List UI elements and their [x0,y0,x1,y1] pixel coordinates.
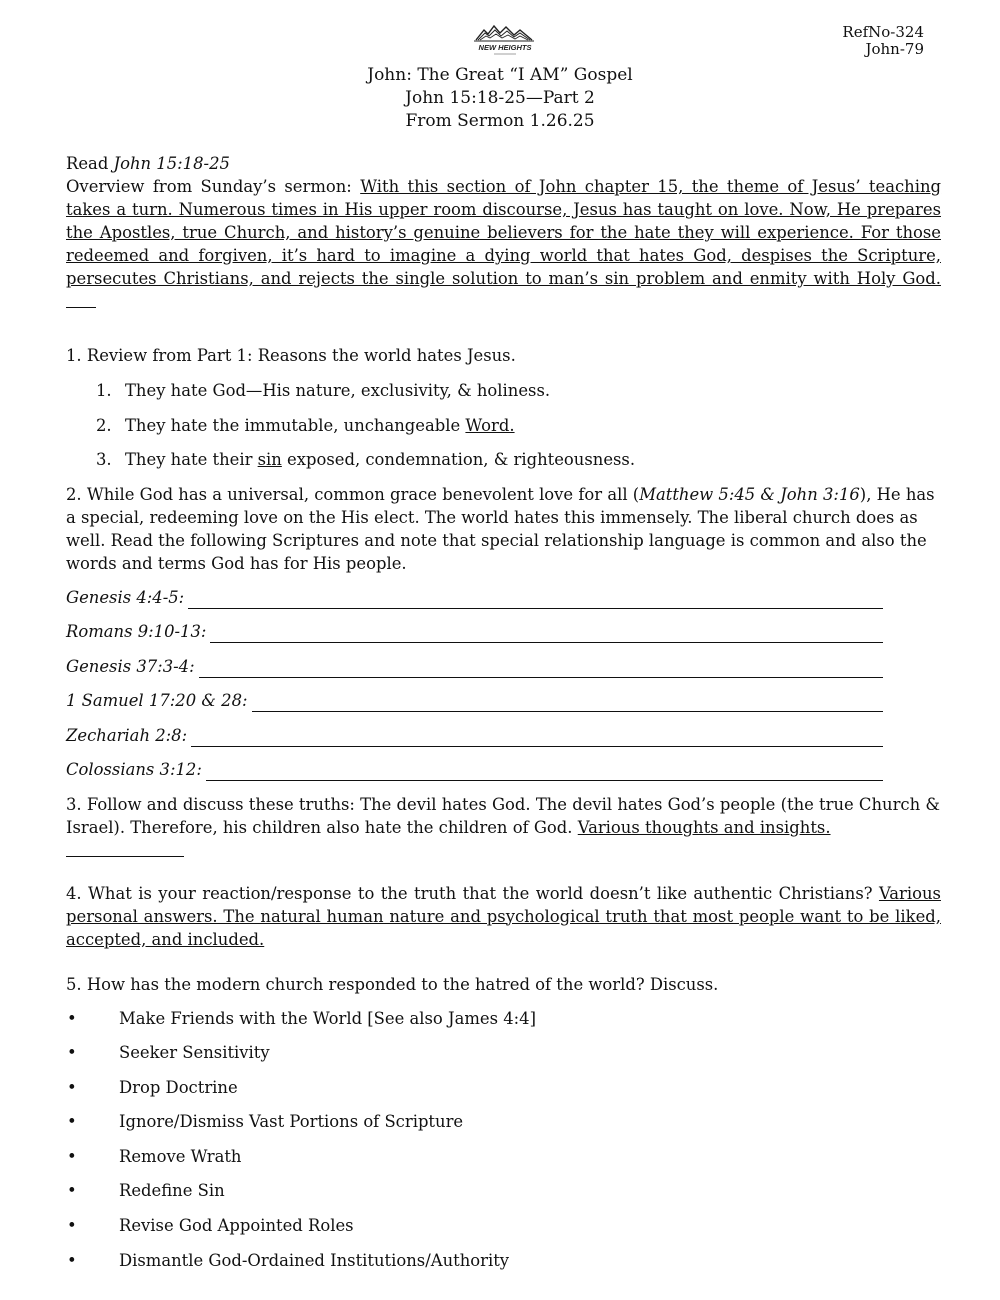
read-label: Read [66,154,109,173]
answer-word: Word. [465,415,515,435]
list-item: 2. They hate the immutable, unchangeable Word. [96,415,515,435]
list-item: • Remove Wrath [67,1146,242,1166]
overview-tail-line [66,290,96,308]
read-reference: John 15:18-25 [113,154,230,173]
blank-line[interactable]: Genesis 4:4-5: [66,586,883,609]
question-2: 2. While God has a universal, common grace benevolent love for all (Matthew 5:45 & John 3:16), He has a special, redeeming love on the His elect. The world hates this immensely. The liberal church does as well. Read the following Scriptures and note that special relationship language is common and also the words and terms God has for His people. [66,484,935,573]
ref-number: RefNo-324 [842,23,924,41]
list-item: • Revise God Appointed Roles [67,1216,354,1236]
reference-block [842,24,924,58]
blank-line[interactable]: Romans 9:10-13: [66,620,883,643]
overview-label: Overview from Sunday’s sermon: [66,177,352,196]
answer-word: sin [257,450,282,469]
passage-title: John 15:18-25—Part 2 [405,88,595,108]
blank-line[interactable]: 1 Samuel 17:20 & 28: [66,689,883,712]
overview-answer: With this section of John chapter 15, the theme of Jesus’ teaching takes a turn. Numerous times in His upper room discourse, Jesus has taught on love. Now, He prepares the Apostles, true Church, and history’s genuine believers for the hate they will experience. For those redeemed and forgiven, it’s hard to imagine a dying world that hates God, despises the Scripture, persecutes Christians, and rejects the single solution to man’s sin problem and enmity with Holy God. [66,177,942,288]
blank-line[interactable]: Colossians 3:12: [66,758,883,781]
read-line [66,152,941,175]
question-3-tail-line [66,839,184,857]
ref-code: John-79 [865,40,924,58]
overview-paragraph [66,175,941,314]
list-item: • Dismantle God-Ordained Institutions/Authority [67,1250,510,1270]
blank-line[interactable]: Genesis 37:3-4: [66,655,883,678]
question-2-references: Matthew 5:45 & John 3:16 [639,484,860,504]
blank-line[interactable]: Zechariah 2:8: [66,724,883,747]
list-item: • Redefine Sin [67,1181,225,1201]
logo-text: NEW HEIGHTS [478,43,532,52]
question-3: 3. Follow and discuss these truths: The devil hates God. The devil hates God’s people (the true Church & Israel). Therefore, his children also hate the children of God. Various thoughts and insights. [66,793,941,863]
list-item: • Drop Doctrine [67,1077,238,1097]
scripture-blanks [66,586,941,782]
list-item: • Ignore/Dismiss Vast Portions of Scripture [67,1112,464,1132]
title-block [0,64,1000,133]
question-4: 4. What is your reaction/response to the truth that the world doesn’t like authentic Christians? Various personal answers. The natural human nature and psychological truth that most people want to be liked, accepted, and included. [66,883,941,949]
question-1: 1. Review from Part 1: Reasons the world hates Jesus. [66,346,516,365]
reasons-list [66,379,941,471]
responses-list [66,1007,941,1272]
list-item: 3. They hate their sin exposed, condemnation, & righteousness. [96,450,636,469]
question-5: 5. How has the modern church responded to the hatred of the world? Discuss. [66,974,719,994]
page-title: John: The Great “I AM” Gospel [367,65,633,85]
list-item: 1. They hate God—His nature, exclusivity, & holiness. [96,381,551,400]
question-3-answer: Various thoughts and insights. [577,817,831,837]
list-item: • Make Friends with the World [See also James 4:4] [67,1008,536,1028]
worksheet-content [66,152,941,1283]
church-logo [470,24,540,58]
sermon-date: From Sermon 1.26.25 [405,111,595,131]
list-item: • Seeker Sensitivity [67,1043,270,1063]
question-4-answer: Various personal answers. The natural human nature and psychological truth that most people want to be liked, accepted, and included. [66,883,941,949]
